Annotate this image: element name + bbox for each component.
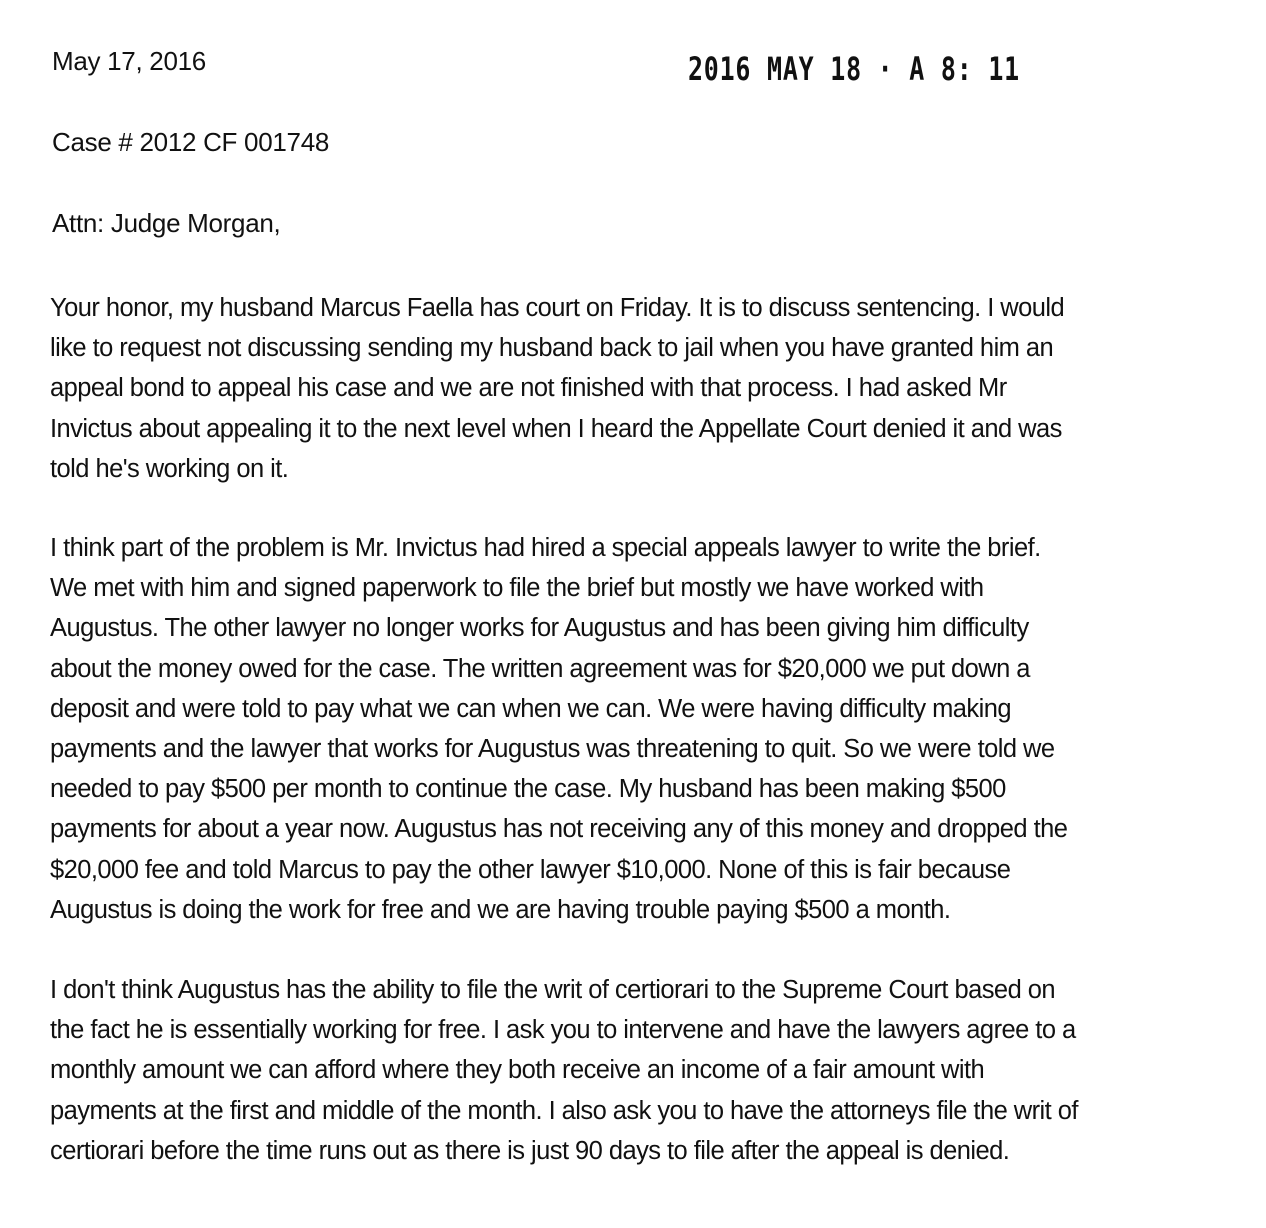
paragraph-line: $20,000 fee and told Marcus to pay the other lawyer $10,000. None of this is fair because — [50, 855, 1011, 884]
paragraph-line: needed to pay $500 per month to continue the case. My husband has been making $500 — [50, 775, 1006, 804]
case-number: Case # 2012 CF 001748 — [52, 127, 330, 157]
paragraph-line: appeal bond to appeal his case and we are not finished with that process. I had asked Mr — [50, 374, 1007, 403]
paragraph-line: the fact he is essentially working for free. I ask you to intervene and have the lawyers agree to a — [50, 1016, 1076, 1045]
paragraph-line: Invictus about appealing it to the next level when I heard the Appellate Court denied it and was — [50, 414, 1062, 443]
received-stamp: 2016 MAY 18 · A 8: 11 — [688, 50, 1020, 88]
paragraph-line: Your honor, my husband Marcus Faella has court on Friday. It is to discuss sentencing. I would — [50, 294, 1065, 322]
paragraph-2 — [50, 528, 1170, 930]
paragraph-line: payments and the lawyer that works for Augustus was threatening to quit. So we were told we — [50, 735, 1055, 764]
paragraph-3 — [50, 970, 1170, 1171]
paragraph-line: payments for about a year now. Augustus has not receiving any of this money and dropped the — [50, 815, 1068, 844]
paragraph-line: monthly amount we can afford where they both receive an income of a fair amount with — [50, 1056, 985, 1085]
salutation: Attn: Judge Morgan, — [52, 208, 281, 238]
paragraph-line: about the money owed for the case. The written agreement was for $20,000 we put down a — [50, 654, 1030, 683]
paragraph-line: Augustus is doing the work for free and we are having trouble paying $500 a month. — [50, 895, 951, 924]
letter-date: May 17, 2016 — [52, 46, 206, 76]
paragraph-1 — [50, 288, 1170, 489]
paragraph-line: deposit and were told to pay what we can when we can. We were having difficulty making — [50, 694, 1011, 723]
paragraph-line: certiorari before the time runs out as there is just 90 days to file after the appeal is denied. — [50, 1136, 1010, 1165]
paragraph-line: We met with him and signed paperwork to file the brief but mostly we have worked with — [50, 574, 984, 603]
paragraph-line: payments at the first and middle of the month. I also ask you to have the attorneys file the writ of — [50, 1096, 1078, 1125]
paragraph-line: I don't think Augustus has the ability to file the writ of certiorari to the Supreme Court based on — [50, 976, 1055, 1004]
paragraph-line: told he's working on it. — [50, 454, 289, 483]
paragraph-line: I think part of the problem is Mr. Invictus had hired a special appeals lawyer to write the brief. — [50, 534, 1041, 562]
paragraph-line: like to request not discussing sending my husband back to jail when you have granted him an — [50, 334, 1054, 363]
paragraph-line: Augustus. The other lawyer no longer works for Augustus and has been giving him difficulty — [50, 614, 1029, 643]
